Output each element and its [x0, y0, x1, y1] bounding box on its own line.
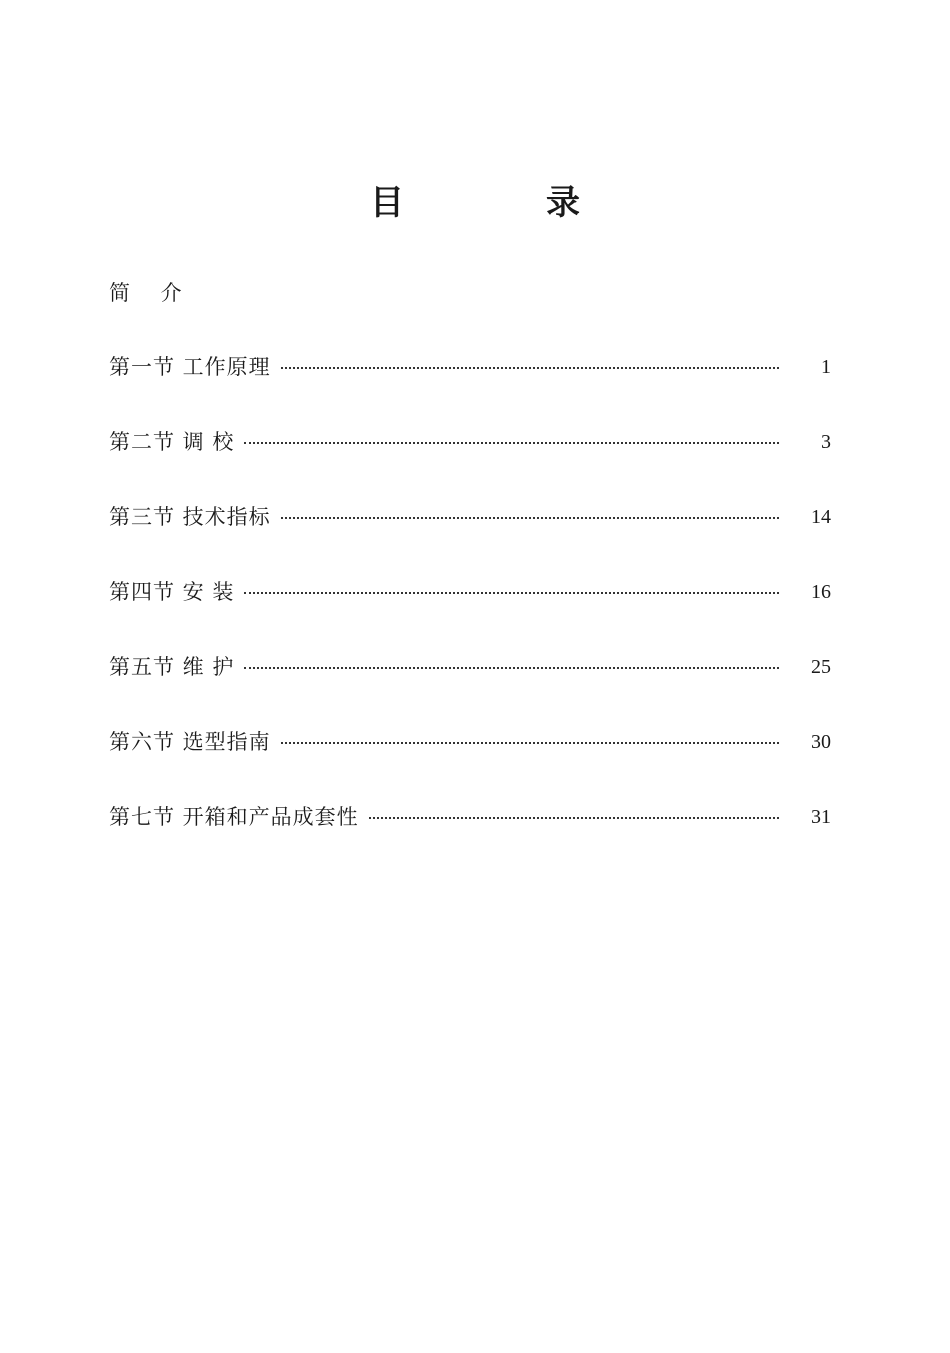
toc-dot-leader: [281, 727, 831, 757]
toc-entry[interactable]: [109, 652, 831, 682]
toc-entry[interactable]: [109, 427, 831, 457]
toc-dot-leader: [369, 802, 831, 832]
toc-entry-page: 1: [821, 356, 831, 378]
toc-entry-page: 31: [811, 806, 831, 828]
toc-entry-label: 第七节 开箱和产品成套性: [109, 805, 359, 829]
toc-entry-label: 第二节 调 校: [109, 430, 235, 454]
toc-entry-label: 第三节 技术指标: [109, 505, 271, 529]
toc-entry-label: 第六节 选型指南: [109, 730, 271, 754]
toc-entry-page: 25: [811, 656, 831, 678]
page-title: 目 录: [370, 183, 634, 223]
toc-entry-label: 第五节 维 护: [109, 655, 235, 679]
toc-dot-leader: [244, 652, 831, 682]
toc-dot-leader: [281, 502, 831, 532]
toc-intro-heading: 简 介: [109, 281, 194, 305]
toc-dot-leader: [281, 352, 831, 382]
toc-entry[interactable]: [109, 577, 831, 607]
toc-entry[interactable]: [109, 727, 831, 757]
toc-entry-page: 3: [821, 431, 831, 453]
toc-entry[interactable]: [109, 502, 831, 532]
toc-entry-page: 30: [811, 731, 831, 753]
toc-dot-leader: [244, 577, 831, 607]
toc-entry-label: 第一节 工作原理: [109, 355, 271, 379]
toc-entry[interactable]: [109, 352, 831, 382]
toc-entry-page: 16: [811, 581, 831, 603]
toc-dot-leader: [244, 427, 831, 457]
toc-entry[interactable]: [109, 802, 831, 832]
toc-entry-page: 14: [811, 506, 831, 528]
toc-entry-label: 第四节 安 装: [109, 580, 235, 604]
